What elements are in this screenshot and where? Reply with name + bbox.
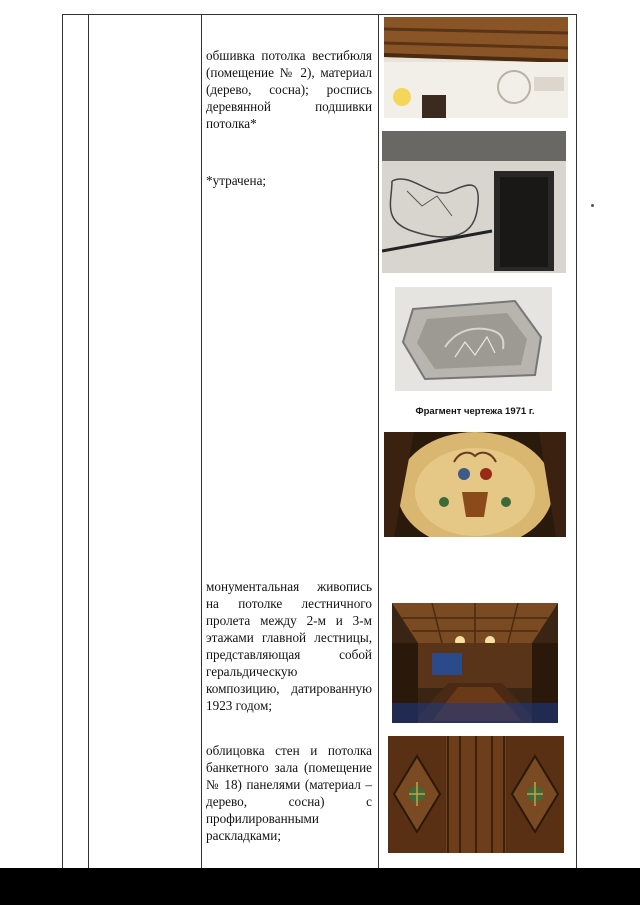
drawing-1971-photo — [395, 287, 552, 391]
staircase-painting-description: монументальная живопись на потолке лестничного пролета между 2-м и 3-м этажами главной лестницы, представляющая собой геральдическую композицию, датированную 1923 годом; — [206, 579, 372, 713]
table-border-left — [62, 14, 63, 868]
scan-speck — [591, 204, 594, 207]
ceiling-vestibule-description: обшивка потолка вестибюля (помещение № 2), материал (дерево, сосна); роспись деревянной подшивки потолка* — [206, 48, 372, 131]
vestibule-archive-photo — [382, 131, 566, 273]
staircase-ceiling-painting-photo — [384, 432, 566, 537]
table-border-description-column — [201, 14, 202, 868]
table-border-photo-column — [378, 14, 379, 868]
drawing-caption: Фрагмент чертежа 1971 г. — [415, 406, 535, 417]
table-border-top — [62, 14, 577, 15]
lost-note: *утрачена; — [206, 173, 267, 188]
scan-bottom-border — [0, 868, 640, 905]
banquet-hall-photo — [392, 603, 558, 723]
table-border-right — [576, 14, 577, 868]
wood-paneling-photo — [388, 736, 564, 853]
vestibule-ceiling-photo — [384, 17, 568, 118]
banquet-hall-description: облицовка стен и потолка банкетного зала (помещение № 18) панелями (материал – дерево, сосна) с профилированными раскладками; — [206, 743, 372, 843]
table-border-number-column — [88, 14, 89, 868]
